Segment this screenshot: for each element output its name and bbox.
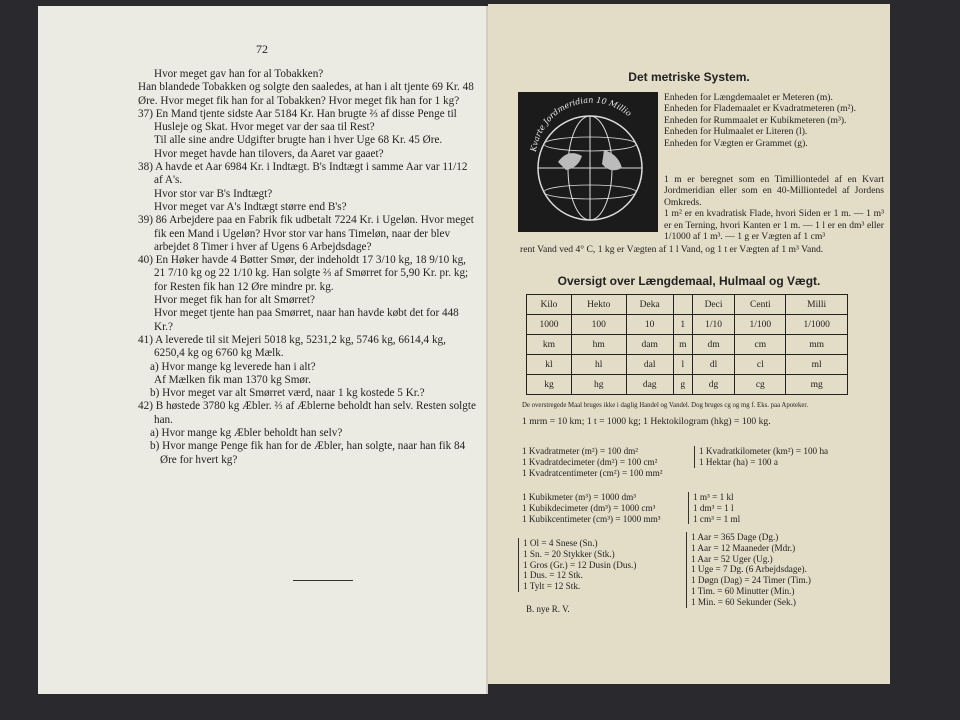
table-cell: mg [786,375,848,395]
table-cell: 1/10 [692,315,735,335]
conversion-line: 1 Aar = 365 Dage (Dg.) [691,532,779,542]
table-cell: 10 [626,315,673,335]
unit-definition: Enheden for Længdemaalet er Meteren (m). [664,92,833,103]
area-large-units-block [694,446,828,468]
table-cell: 1 [673,315,692,335]
exercise-line: Han blandede Tobakken og solgte den saaledes, at han i alt tjente 69 Kr. 48 Øre. Hvor meget fik han for al Tobakken? Hvor meget fik han for 1 kg? [138,81,474,107]
conversion-line: 1 Døgn (Dag) = 24 Timer (Tim.) [691,575,811,586]
mil-conversion-line: 1 mrm = 10 km; 1 t = 1000 kg; 1 Hektokilogram (hkg) = 100 kg. [522,416,771,427]
conversion-line: 1 m³ = 1 kl [693,492,734,502]
globe-illustration [518,92,658,232]
metric-system-title: Det metriske System. [628,70,750,84]
meter-explanation [664,174,884,242]
table-cell: ml [786,355,848,375]
conversion-line: 1 Hektar (ha) = 100 a [699,456,778,467]
conversion-line: 1 Aar = 12 Maaneder (Mdr.) [691,542,796,553]
conversion-line: 1 Tylt = 12 Stk. [523,581,581,592]
unit-definition: Enheden for Rummaalet er Kubikmeteren (m³). [664,114,847,126]
exercise-line: b) Hvor meget var alt Smørret værd, naar 1 kg kostede 5 Kr.? [150,387,425,400]
table-cell: dl [692,355,735,375]
conversion-line: 1 Kubikmeter (m³) = 1000 dm³ [522,492,637,502]
exercise-line: 37) En Mand tjente sidste Aar 5184 Kr. Han brugte ⅔ af disse Penge til Husleje og Skat. Hvor meget var der saa til Rest? [138,107,457,134]
time-units-block [686,532,811,608]
exercise-line: Hvor meget var A's Indtægt større end B's? [154,200,347,213]
table-cell: hl [572,355,627,375]
table-cell: m [673,335,692,355]
unit-definitions [664,92,884,149]
table-cell: 1/100 [735,315,786,335]
table-cell: kg [527,375,572,395]
exercise-line: Hvor meget gav han for al Tobakken? [154,68,324,80]
table-cell: dam [626,335,673,355]
table-cell: dal [626,355,673,375]
exercise-line: 38) A havde et Aar 6984 Kr. i Indtægt. B's Indtægt i samme Aar var 11/12 af A's. [138,161,468,187]
table-cell: dg [692,375,735,395]
exercise-line: Af Mælken fik man 1370 kg Smør. [154,373,311,386]
volume-units-block [522,492,661,524]
table-row [527,295,848,315]
unit-definition: Enheden for Flademaalet er Kvadratmeteren (m²). [664,103,856,115]
exercise-line: 41) A leverede til sit Mejeri 5018 kg, 5231,2 kg, 5746 kg, 6614,4 kg, 6250,4 kg og 6760 kg Mælk. [138,333,446,360]
unit-definition: Enheden for Hulmaalet er Literen (l). [664,126,808,138]
exercise-text [138,68,478,467]
table-cell [673,295,692,315]
page-number: 72 [256,42,268,56]
conversion-line: 1 Kvadratcentimeter (cm²) = 100 mm² [522,467,663,478]
table-cell: Deka [626,295,673,315]
conversion-line: 1 Tim. = 60 Minutter (Min.) [691,585,795,596]
exercise-line: a) Hvor mange kg Æbler beholdt han selv? [150,427,343,440]
exercise-line: Hvor meget fik han for alt Smørret? [154,294,315,307]
conversion-line: 1 Ol = 4 Snese (Sn.) [523,538,598,548]
table-cell: km [527,335,572,355]
water-explanation [520,244,884,255]
paragraph-continued: rent Vand ved 4° C, 1 kg er Vægten af 1 l Vand, og 1 t er Vægten af 1 m³ Vand. [520,244,824,255]
table-cell: Hekto [572,295,627,315]
exercise-line: 42) B høstede 3780 kg Æbler. ⅔ af Æblerne beholdt han selv. Resten solgte han. [138,400,476,426]
conversion-line: 1 Sn. = 20 Stykker (Stk.) [523,548,615,559]
conversion-line: 1 Kubikdecimeter (dm³) = 1000 cm³ [522,502,656,513]
printer-mark: B. nye R. V. [526,604,570,614]
unit-prefix-table [526,294,848,395]
exercise-line: Hvor meget havde han tilovers, da Aaret var gaaet? [154,147,384,160]
conversion-line: 1 Aar = 52 Uger (Ug.) [691,553,773,564]
conversion-line: 1 Kvadratkilometer (km²) = 100 ha [699,446,829,456]
table-cell: dm [692,335,735,355]
table-row [527,375,848,395]
table-cell: 1/1000 [786,315,848,335]
table-row [527,355,848,375]
area-units-block [522,446,663,478]
exercise-line: 39) 86 Arbejdere paa en Fabrik fik udbetalt 7224 Kr. i Ugeløn. Hvor meget fik een Mand i Ugeløn? Hvor stor var hans Timeløn, naar der blev arbejdet 8 Timer i hver af Ugens 6 Arbejdsdage? [138,214,474,253]
table-row [527,315,848,335]
conversion-line: 1 Kubikcentimeter (cm³) = 1000 mm³ [522,513,661,524]
table-cell: Deci [692,295,735,315]
table-cell: hm [572,335,627,355]
unit-definition: Enheden for Vægten er Grammet (g). [664,137,808,149]
conversion-line: 1 Min. = 60 Sekunder (Sek.) [691,596,796,607]
conversion-line: 1 Dus. = 12 Stk. [523,570,583,581]
volume-liter-block [688,492,740,524]
table-cell: mm [786,335,848,355]
table-cell: cl [735,355,786,375]
table-cell: Centi [735,295,786,315]
table-cell: hg [572,375,627,395]
exercise-line: Hvor meget tjente han paa Smørret, naar han havde købt det for 448 Kr.? [154,307,459,333]
table-cell: cm [735,335,786,355]
exercise-line: Til alle sine andre Udgifter brugte han i hver Uge 68 Kr. 45 Øre. [154,134,443,147]
exercise-line: a) Hvor mange kg leverede han i alt? [150,360,316,373]
table-cell: dag [626,375,673,395]
end-rule [293,580,353,581]
conversion-line: 1 dm³ = 1 l [693,502,734,513]
conversion-line: 1 Kvadratdecimeter (dm²) = 100 cm² [522,456,658,467]
conversion-line: 1 cm³ = 1 ml [693,513,741,524]
left-book-page [38,6,488,694]
table-cell: l [673,355,692,375]
table-cell: g [673,375,692,395]
exercise-line: b) Hvor mange Penge fik han for de Æbler, han solgte, naar han fik 84 Øre for hvert kg? [150,440,466,466]
conversion-line: 1 Uge = 7 Dg. (6 Arbejdsdage). [691,564,807,575]
conversion-line: 1 Gros (Gr.) = 12 Dusin (Dus.) [523,559,637,570]
right-book-page [488,4,890,684]
count-units-block [518,538,636,592]
table-footnote: De overstregede Maal bruges ikke i daglig Handel og Vandel. Dog bruges cg og mg f. Eks. paa Apoteker. [522,402,809,409]
table-cell: Milli [786,295,848,315]
explanation-line: 1 m² er en kvadratisk Flade, hvori Siden er 1 m. — 1 m³ er en Terning, hvori Kanten er 1 m. — 1 l er en dm³ eller 1/1000 af 1 m³. — 1 g er Vægten af 1 cm³ [664,208,884,243]
table-cell: cg [735,375,786,395]
table-cell: 100 [572,315,627,335]
explanation-line: 1 m er beregnet som en Timilliontedel af en Kvart Jordmeridian eller som en 40-Milliontedel af Jordens Omkreds. [664,174,884,208]
table-row [527,335,848,355]
globe-caption: Kvarte Jordmeridian 10 Millio [529,95,634,153]
conversion-line: 1 Kvadratmeter (m²) = 100 dm² [522,446,639,456]
table-cell: kl [527,355,572,375]
exercise-line: Hvor stor var B's Indtægt? [154,187,273,200]
exercise-line: 40) En Høker havde 4 Bøtter Smør, der indeholdt 17 3/10 kg, 18 9/10 kg, 21 7/10 kg og 22 1/10 kg. Han solgte ⅔ af Smørret for 5,90 Kr. pr. kg; for Resten fik han 12 Øre mindre pr. kg. [138,254,469,293]
table-cell: Kilo [527,295,572,315]
table-cell: 1000 [527,315,572,335]
table-title: Oversigt over Længdemaal, Hulmaal og Vægt. [557,274,821,288]
